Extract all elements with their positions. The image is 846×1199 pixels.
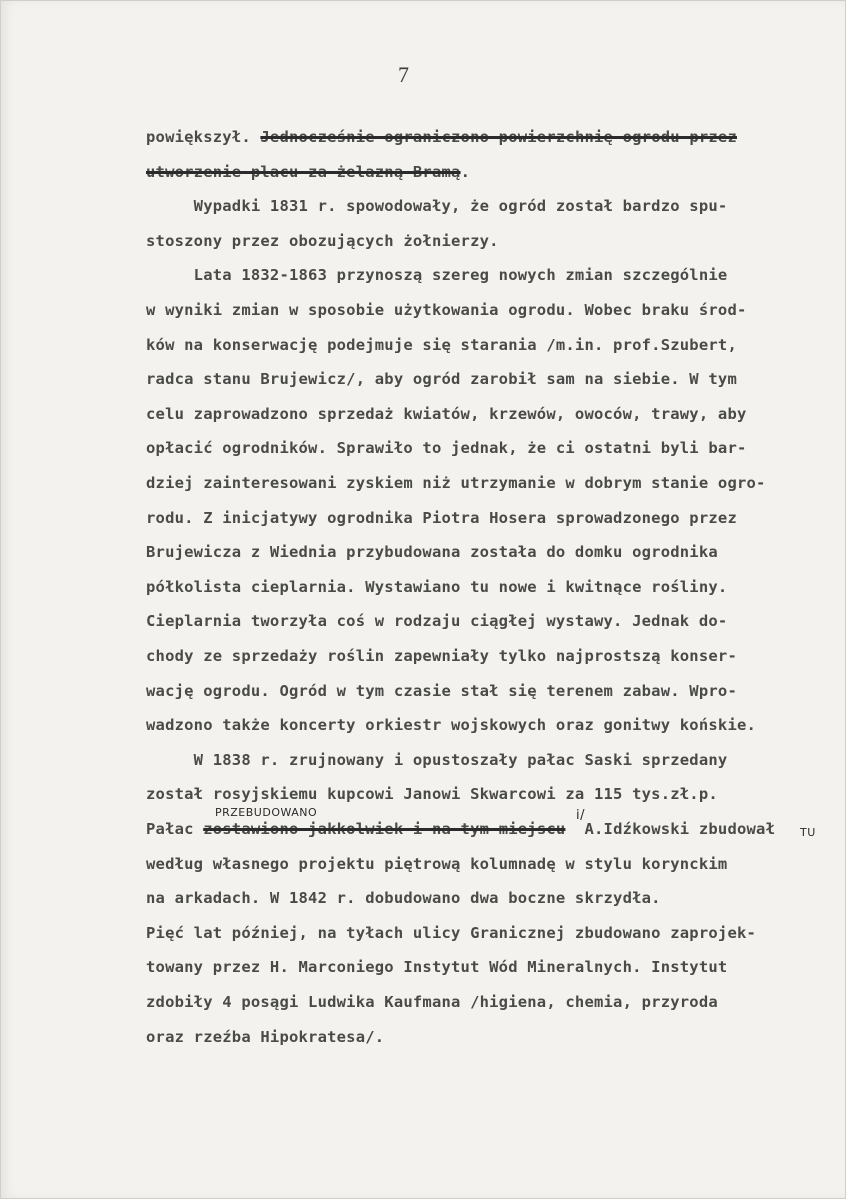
line-text: W 1838 r. zrujnowany i opustoszały pałac Saski sprzedany [146,750,728,769]
line-text: oraz rzeźba Hipokratesa/. [146,1027,385,1046]
text-line [146,578,727,596]
insert-mark: i/ [576,808,585,823]
line-text: radca stanu Brujewicz/, aby ogród zarobił sam na siebie. W tym [146,370,737,389]
struck-through-text: Jednocześnie ograniczono powierzchnię ogrodu przez [260,128,737,146]
text-line [146,128,737,146]
text-line [146,336,737,354]
handwritten-insertion: PRZEBUDOWANO [215,806,318,819]
struck-through-text: utworzenie placu za żelazną Bramą [146,162,461,181]
text-line [146,301,747,319]
text-line [146,612,727,630]
text-line [146,439,747,457]
line-text: został rosyjskiemu kupcowi Janowi Skwarcowi za 115 tys.zł.p. [146,785,718,804]
line-text: A.Idźkowski zbudował [565,820,776,838]
text-line [146,855,727,873]
line-text: Brujewicza z Wiednia przybudowana została do domku ogrodnika [146,543,718,562]
line-text: ków na konserwację podejmuje się starania /m.in. prof.Szubert, [146,335,737,354]
text-line [146,924,756,942]
text-line [146,716,756,734]
text-line [146,474,766,492]
text-line [146,405,747,423]
line-text: . [460,162,471,181]
text-line [146,543,718,561]
text-line [146,993,718,1011]
line-text: w wyniki zmian w sposobie użytkowania ogrodu. Wobec braku środ- [146,301,747,319]
page-number: 7 [398,62,409,87]
line-text: wację ogrodu. Ogród w tym czasie stał się terenem zabaw. Wpro- [146,681,737,700]
line-text: Pięć lat później, na tyłach ulicy Granicznej zbudowano zaprojek- [146,923,757,942]
line-text: na arkadach. W 1842 r. dobudowano dwa boczne skrzydła. [146,889,661,908]
line-text: Pałac [146,820,204,838]
line-text: powiększył. [146,128,261,146]
text-line [146,163,470,181]
line-text: towany przez H. Marconiego Instytut Wód Mineralnych. Instytut [146,958,728,977]
text-line [146,509,737,527]
line-text: półkolista cieplarnia. Wystawiano tu nowe i kwitnące rośliny. [146,577,728,596]
line-text: opłacić ogrodników. Sprawiło to jednak, że ci ostatni byli bar- [146,439,747,458]
text-line [146,1028,384,1046]
line-text: Wypadki 1831 r. spowodowały, że ogród został bardzo spu- [146,197,728,216]
text-line [146,232,499,250]
text-line [146,785,718,803]
text-line [146,266,727,284]
line-text: zdobiły 4 posągi Ludwika Kaufmana /higiena, chemia, przyroda [146,993,718,1011]
line-text: według własnego projektu piętrową kolumnadę w stylu korynckim [146,854,728,873]
line-text: wadzono także koncerty orkiestr wojskowych oraz gonitwy końskie. [146,716,757,735]
text-line [146,820,775,838]
margin-annotation: TU [800,826,816,839]
line-text: rodu. Z inicjatywy ogrodnika Piotra Hosera sprowadzonego przez [146,508,737,527]
text-line [146,958,727,976]
text-line [146,197,727,215]
line-text: chody ze sprzedaży roślin zapewniały tylko najprostszą konser- [146,647,737,665]
text-line [146,682,737,700]
text-line [146,370,737,388]
text-line [146,889,661,907]
struck-through-text: zostawiono jakkolwiek i na tym miejscu [203,820,566,838]
line-text: stoszony przez obozujących żołnierzy. [146,231,499,250]
line-text: dziej zainteresowani zyskiem niż utrzymanie w dobrym stanie ogro- [146,474,766,492]
line-text: Lata 1832-1863 przynoszą szereg nowych zmian szczególnie [146,266,728,285]
text-line [146,751,727,769]
line-text: Cieplarnia tworzyła coś w rodzaju ciągłej wystawy. Jednak do- [146,612,728,631]
line-text: celu zaprowadzono sprzedaż kwiatów, krzewów, owoców, trawy, aby [146,404,747,423]
text-line [146,647,737,665]
